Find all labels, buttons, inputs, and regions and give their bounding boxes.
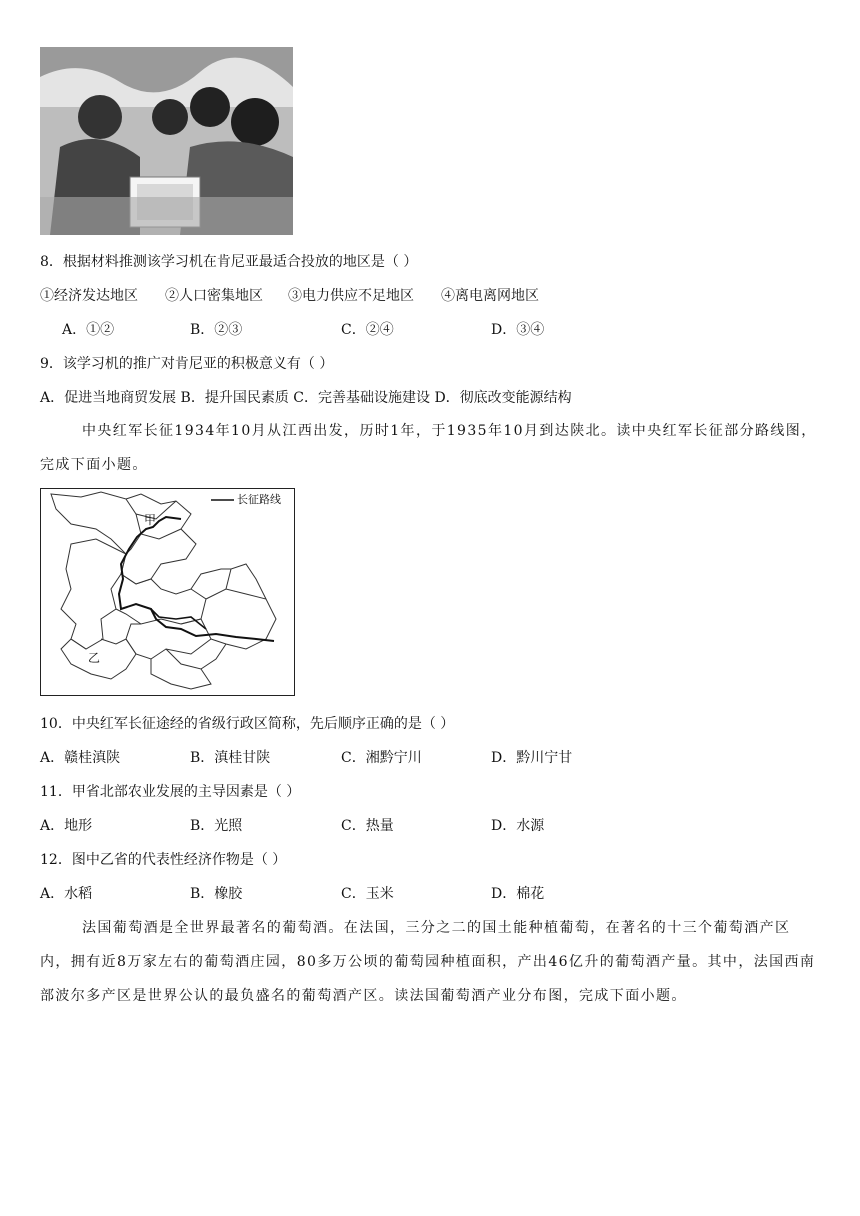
passage-french-wine: 法国葡萄酒是全世界最著名的葡萄酒。在法国，三分之二的国土能种植葡萄，在著名的十三个葡萄酒产区内，拥有近8万家左右的葡萄酒庄园，80多万公顷的葡萄园种植面积，产出46亿升的葡萄酒产量。其中，法国西南部波尔多产区是世界公认的最负盛名的葡萄酒产区。读法国葡萄酒产业分布图，完成下面小题。: [40, 920, 816, 1004]
q8-option-d[interactable]: D．③④: [491, 322, 545, 338]
q11-option-b[interactable]: B．光照: [190, 818, 243, 834]
map-legend-label: 长征路线: [237, 493, 281, 506]
q11-option-d[interactable]: D．水源: [491, 818, 545, 834]
q9-stem: 9．该学习机的推广对肯尼亚的积极意义有（ ）: [40, 356, 334, 372]
q12-option-d[interactable]: D．棉花: [491, 886, 545, 902]
passage-long-march: 中央红军长征1934年10月从江西出发，历时1年，于1935年10月到达陕北。读中央红军长征部分路线图，完成下面小题。: [40, 423, 817, 473]
q8-statement: ②人口密集地区: [165, 288, 263, 304]
long-march-map-drawing: [41, 489, 293, 694]
q12-option-a[interactable]: A．水稻: [40, 886, 93, 902]
q10-option-d[interactable]: D．黔川宁甘: [491, 750, 573, 766]
map-label-jia: 甲: [144, 513, 157, 527]
q10-option-c[interactable]: C．湘黔宁川: [341, 750, 422, 766]
q8-stem: 8．根据材料推测该学习机在肯尼亚最适合投放的地区是（ ）: [40, 254, 418, 270]
q8-option-c[interactable]: C．②④: [341, 322, 394, 338]
q12-option-b[interactable]: B．橡胶: [190, 886, 243, 902]
q8-statement: ③电力供应不足地区: [288, 288, 414, 304]
long-march-map: [40, 488, 295, 696]
q11-option-c[interactable]: C．热量: [341, 818, 394, 834]
q9-options[interactable]: A．促进当地商贸发展 B．提升国民素质 C．完善基础设施建设 D．彻底改变能源结构: [40, 390, 572, 406]
q10-option-b[interactable]: B．滇桂甘陕: [190, 750, 271, 766]
q11-stem: 11．甲省北部农业发展的主导因素是（ ）: [40, 784, 301, 800]
q8-option-a[interactable]: A．①②: [62, 322, 115, 338]
q8-option-b[interactable]: B．②③: [190, 322, 243, 338]
q11-option-a[interactable]: A．地形: [40, 818, 93, 834]
q8-statement: ④离电离网地区: [441, 288, 539, 304]
map-label-yi: 乙: [88, 651, 101, 665]
q12-stem: 12．图中乙省的代表性经济作物是（ ）: [40, 852, 287, 868]
q10-option-a[interactable]: A．赣桂滇陕: [40, 750, 121, 766]
q10-stem: 10．中央红军长征途经的省级行政区简称，先后顺序正确的是（ ）: [40, 716, 455, 732]
q8-statement: ①经济发达地区: [40, 288, 138, 304]
students-photo: [40, 47, 293, 235]
q12-option-c[interactable]: C．玉米: [341, 886, 394, 902]
